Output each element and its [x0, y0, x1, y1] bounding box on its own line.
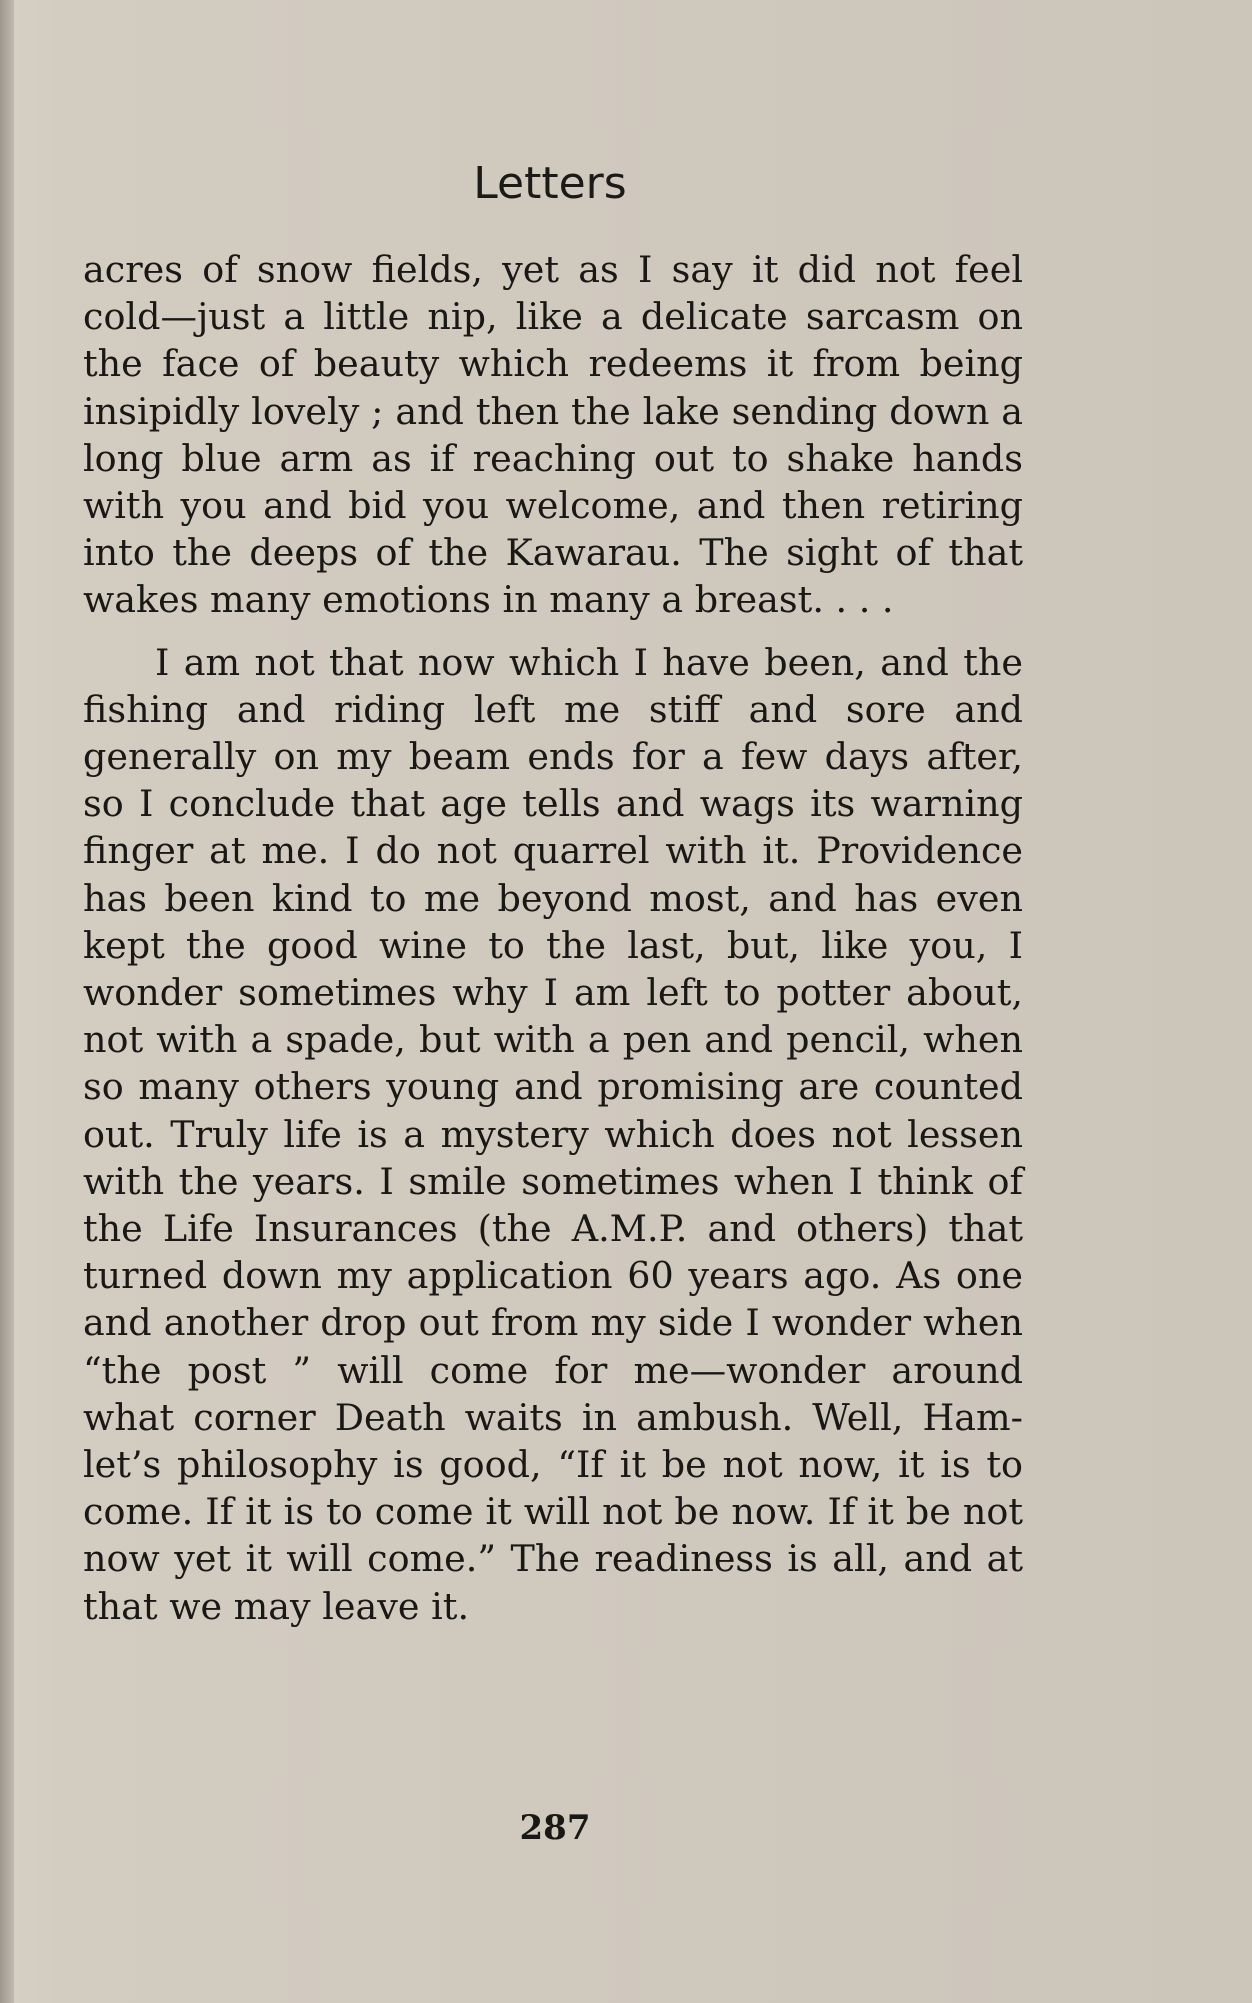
- paragraph-2: I am not that now which I have been, and the fishing and riding left me stiff and sore and generally on my beam ends for a few days after, so I conclude that age tells and wags its warning finger at me. I do not quarrel with it. Providence has been kind to me beyond most, and has even kept the good wine to the last, but, like you, I wonder sometimes why I am left to potter about, not with a spade, but with a pen and pencil, when so many others young and promising are counted out. Truly life is a mystery which does not lessen with the years. I smile sometimes when I think of the Life Insurances (the A.M.P. and others) that turned down my application 60 years ago. As one and another drop out from my side I wonder when “the post ” will come for me—wonder around what corner Death waits in ambush. Well, Hamlet’s philosophy is good, “If it be not now, it is to come. If it is to come it will not be now. If it be not now yet it will come.” The readiness is all, and at that we may leave it.: [83, 640, 1023, 1628]
- page-number: 287: [519, 1808, 591, 1848]
- running-header: Letters: [473, 158, 627, 209]
- page-gutter: [0, 0, 14, 2003]
- paragraph-1: acres of snow fields, yet as I say it did not feel cold—just a little nip, like a delicate sarcasm on the face of beauty which redeems it from being insipidly lovely ; and then the lake sending down a long blue arm as if reaching out to shake hands with you and bid you welcome, and then retiring into the deeps of the Kawarau. The sight of that wakes many emotions in many a breast. . . .: [83, 248, 1023, 622]
- body-text: [83, 246, 1023, 1630]
